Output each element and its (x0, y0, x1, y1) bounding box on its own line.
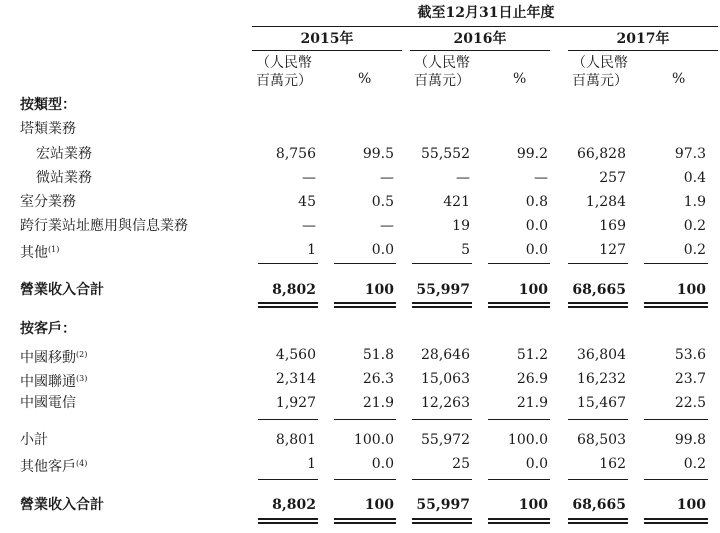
sum-rule (644, 419, 708, 420)
cell-2017-pct: 53.6 (674, 347, 706, 363)
cell-2016-amount: — (456, 170, 470, 186)
cell-2017-amount: 169 (599, 218, 626, 234)
double-rule (334, 518, 396, 520)
footnote-marker: (3) (76, 374, 88, 383)
cell-2016-amount: 5 (461, 242, 470, 258)
cell-2015-pct: 51.8 (362, 347, 394, 363)
cell-2015-amount: 1 (307, 456, 316, 472)
double-rule (412, 522, 472, 524)
double-rule (412, 306, 472, 308)
footnote-marker: (4) (76, 459, 88, 468)
row-label (20, 370, 87, 391)
sum-rule (488, 479, 550, 480)
year-rule-2016 (410, 50, 550, 51)
sum-rule (258, 479, 318, 480)
cell-2017-pct: 22.5 (674, 395, 706, 411)
cell-2016-amount: 25 (452, 456, 470, 472)
cell-2015-pct: 26.3 (362, 371, 394, 387)
total-2015-pct: 100 (364, 497, 394, 513)
cell-2016-pct: 0.0 (525, 218, 548, 234)
double-rule (644, 522, 708, 524)
double-rule (568, 306, 628, 308)
double-rule (644, 306, 708, 308)
double-rule (488, 302, 550, 304)
cell-2016-pct: 99.2 (516, 146, 548, 162)
cell-2016-pct: 26.9 (516, 371, 548, 387)
cell-2015-amount: 45 (298, 194, 316, 210)
cell-2015-pct: 0.0 (371, 456, 394, 472)
cell-2015-amount: 1 (307, 242, 316, 258)
total-2016-pct: 100 (518, 497, 548, 513)
section-title-by-customer: 按客戶： (20, 321, 76, 337)
year-header-2016: 2016年 (453, 31, 507, 47)
sum-rule (488, 419, 550, 420)
cell-2016-pct: 0.8 (525, 194, 548, 210)
unit-label-2017-line2: 百萬元） (572, 73, 628, 89)
cell-2017-pct: 0.2 (683, 218, 706, 234)
double-rule (644, 302, 708, 304)
double-rule (334, 306, 396, 308)
row-label (20, 241, 59, 262)
total-label: 營業收入合計 (20, 282, 104, 298)
sum-rule (568, 419, 628, 420)
total-2016-amount: 55,997 (416, 497, 470, 513)
pct-label-2017: % (672, 71, 686, 87)
double-rule (568, 302, 628, 304)
total-2015-amount: 8,802 (272, 497, 316, 513)
row-label (20, 346, 87, 367)
subtotal-2016-amount: 55,972 (421, 432, 470, 448)
subtotal-2015-pct: 100.0 (353, 432, 394, 448)
row-label: 室分業務 (20, 194, 76, 210)
row-label (20, 455, 87, 476)
double-rule (258, 306, 318, 308)
unit-label-2016-line2: 百萬元） (414, 73, 470, 89)
tower-business-label: 塔類業務 (20, 121, 76, 137)
cell-2016-amount: 421 (443, 194, 470, 210)
subtotal-2017-pct: 99.8 (674, 432, 706, 448)
cell-2016-pct: 51.2 (516, 347, 548, 363)
row-label: 跨行業站址應用與信息業務 (20, 218, 188, 234)
double-rule (334, 522, 396, 524)
footnote-marker: (2) (76, 350, 88, 359)
cell-2016-amount: 15,063 (421, 371, 470, 387)
total-2015-amount: 8,802 (272, 282, 316, 298)
row-label: 微站業務 (36, 170, 92, 186)
year-rule-2015 (252, 50, 402, 51)
cell-2015-pct: — (380, 170, 394, 186)
cell-2016-pct: 0.0 (525, 242, 548, 258)
double-rule (644, 518, 708, 520)
cell-2015-amount: 2,314 (275, 371, 316, 387)
double-rule (568, 522, 628, 524)
double-rule (412, 518, 472, 520)
row-label-text: 中國聯通 (20, 374, 76, 390)
year-header-2017: 2017年 (616, 31, 670, 47)
sum-rule (644, 263, 708, 264)
sum-rule (258, 419, 318, 420)
section-title-by-type: 按類型： (20, 97, 76, 113)
pct-label-2016: % (513, 71, 527, 87)
cell-2015-pct: — (380, 218, 394, 234)
total-2017-pct: 100 (676, 282, 706, 298)
cell-2015-amount: — (302, 170, 316, 186)
cell-2017-pct: 0.2 (683, 242, 706, 258)
total-2016-pct: 100 (518, 282, 548, 298)
total-2017-pct: 100 (676, 497, 706, 513)
total-2015-pct: 100 (364, 282, 394, 298)
cell-2015-pct: 99.5 (362, 146, 394, 162)
unit-label-2015-line2: 百萬元） (256, 73, 312, 89)
sum-rule (412, 419, 472, 420)
cell-2017-amount: 16,232 (577, 371, 626, 387)
total-2017-amount: 68,665 (572, 497, 626, 513)
row-label-text: 其他客戶 (20, 459, 76, 475)
cell-2016-pct: 21.9 (516, 395, 548, 411)
sum-rule (334, 419, 396, 420)
cell-2017-amount: 1,284 (585, 194, 626, 210)
cell-2017-amount: 257 (599, 170, 626, 186)
cell-2016-amount: 12,263 (421, 395, 470, 411)
total-label: 營業收入合計 (20, 497, 104, 513)
row-label: 宏站業務 (36, 146, 92, 162)
period-header: 截至12月31日止年度 (417, 5, 555, 21)
row-label-text: 中國移動 (20, 350, 76, 366)
pct-label-2015: % (358, 71, 372, 87)
unit-label-2017-line1: （人民幣 (572, 55, 628, 71)
cell-2017-amount: 15,467 (577, 395, 626, 411)
period-rule (252, 26, 718, 27)
cell-2017-pct: 0.2 (683, 456, 706, 472)
row-label-text: 其他 (20, 245, 48, 261)
sum-rule (644, 479, 708, 480)
footnote-marker: (1) (48, 245, 60, 254)
subtotal-2017-amount: 68,503 (577, 432, 626, 448)
cell-2017-pct: 1.9 (683, 194, 706, 210)
cell-2017-amount: 36,804 (577, 347, 626, 363)
sum-rule (412, 263, 472, 264)
double-rule (488, 522, 550, 524)
cell-2016-pct: 0.0 (525, 456, 548, 472)
cell-2017-amount: 162 (599, 456, 626, 472)
double-rule (334, 302, 396, 304)
cell-2015-amount: 1,927 (275, 395, 316, 411)
unit-label-2016-line1: （人民幣 (414, 55, 470, 71)
cell-2015-amount: 4,560 (275, 347, 316, 363)
double-rule (258, 302, 318, 304)
cell-2017-pct: 97.3 (674, 146, 706, 162)
double-rule (488, 518, 550, 520)
cell-2017-pct: 0.4 (683, 170, 706, 186)
cell-2016-amount: 19 (452, 218, 470, 234)
cell-2015-pct: 0.0 (371, 242, 394, 258)
cell-2015-pct: 21.9 (362, 395, 394, 411)
double-rule (568, 518, 628, 520)
cell-2017-amount: 66,828 (577, 146, 626, 162)
year-header-2015: 2015年 (300, 31, 354, 47)
cell-2015-pct: 0.5 (371, 194, 394, 210)
unit-label-2015-line1: （人民幣 (256, 55, 312, 71)
sum-rule (334, 263, 396, 264)
total-2016-amount: 55,997 (416, 282, 470, 298)
double-rule (488, 306, 550, 308)
cell-2015-amount: 8,756 (275, 146, 316, 162)
sum-rule (488, 263, 550, 264)
double-rule (412, 302, 472, 304)
subtotal-label: 小計 (20, 432, 48, 448)
cell-2015-amount: — (302, 218, 316, 234)
cell-2016-amount: 28,646 (421, 347, 470, 363)
sum-rule (334, 479, 396, 480)
sum-rule (258, 263, 318, 264)
year-rule-2017 (568, 50, 718, 51)
double-rule (258, 518, 318, 520)
subtotal-2016-pct: 100.0 (507, 432, 548, 448)
row-label: 中國電信 (20, 395, 76, 411)
sum-rule (568, 263, 628, 264)
cell-2016-amount: 55,552 (421, 146, 470, 162)
total-2017-amount: 68,665 (572, 282, 626, 298)
sum-rule (412, 479, 472, 480)
double-rule (258, 522, 318, 524)
sum-rule (568, 479, 628, 480)
subtotal-2015-amount: 8,801 (275, 432, 316, 448)
cell-2016-pct: — (534, 170, 548, 186)
cell-2017-pct: 23.7 (674, 371, 706, 387)
cell-2017-amount: 127 (599, 242, 626, 258)
